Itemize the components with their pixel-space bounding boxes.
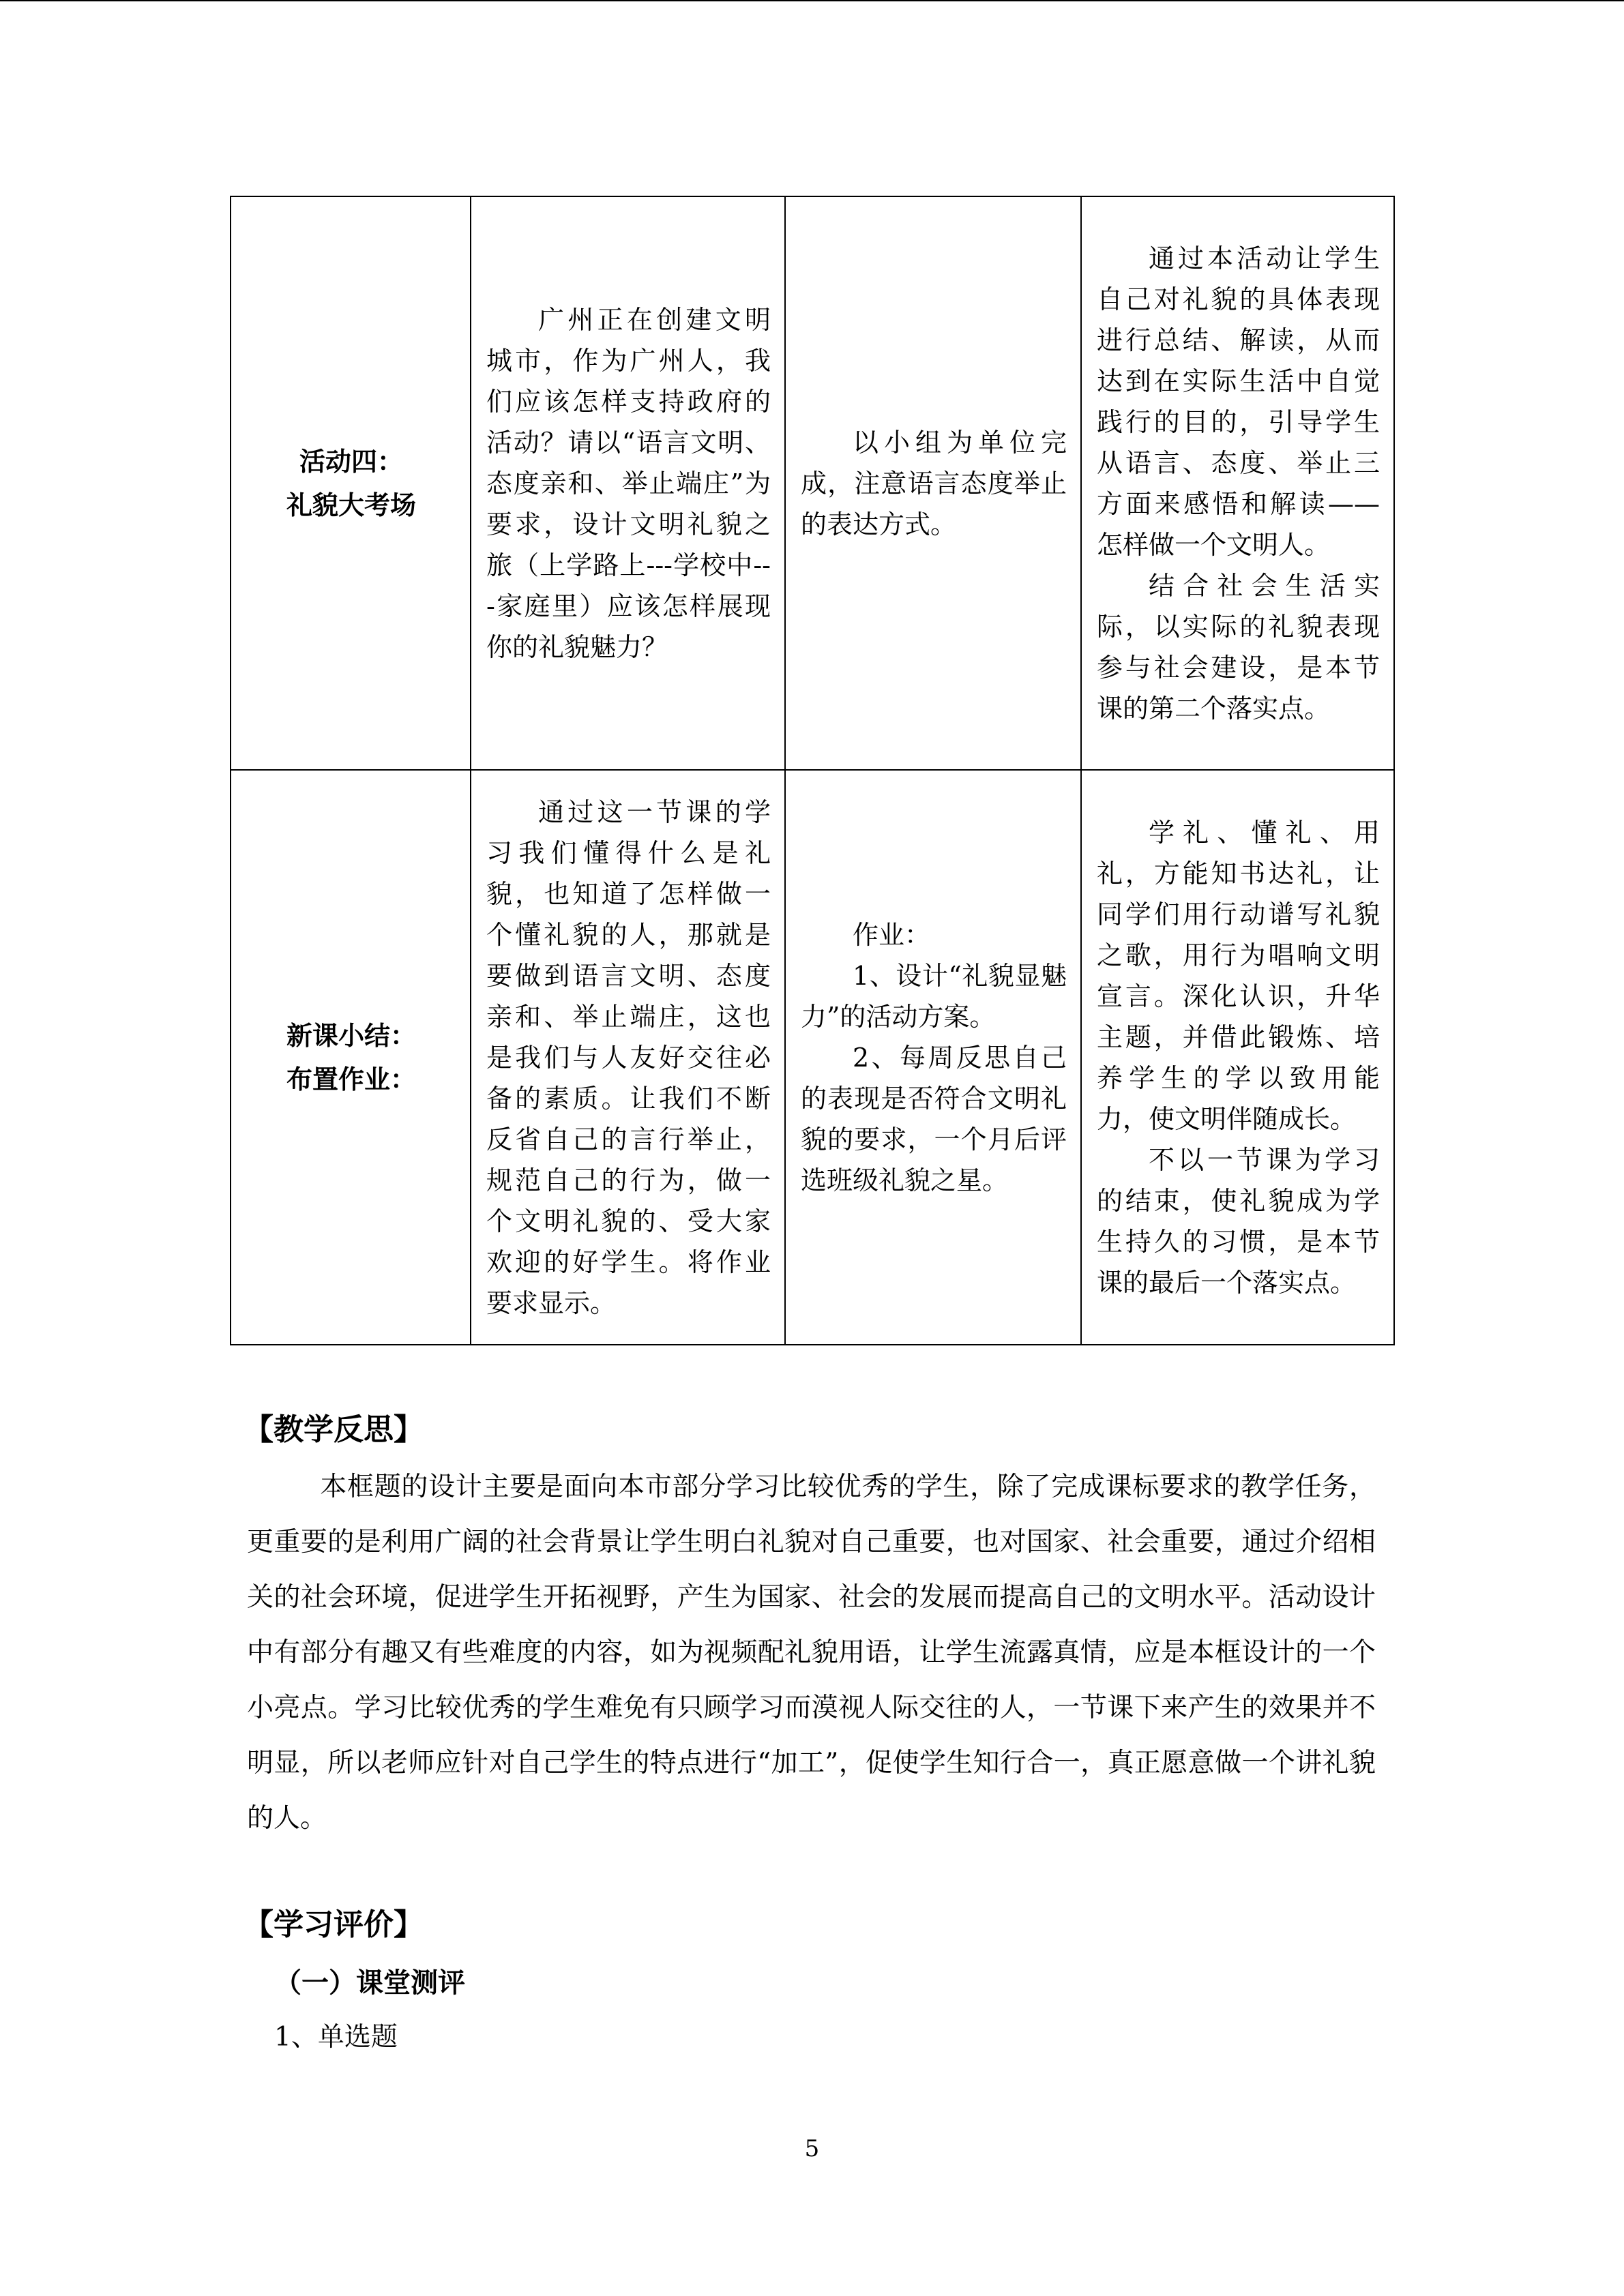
page-number: 5 [804, 2135, 820, 2162]
row-label-line: 新课小结： [286, 1020, 416, 1051]
reflection-paragraph: 本框题的设计主要是面向本市部分学习比较优秀的学生，除了完成课标要求的教学任务，更重要的是利用广阔的社会背景让学生明白礼貌对自己重要，也对国家、社会重要，通过介绍相关的社会环境，促进学生开拓视野，产生为国家、社会的发展而提高自己的文明水平。活动设计中有部分有趣又有些难度的内容，如为视频配礼貌用语，让学生流露真情，应是本框设计的一个小亮点。学习比较优秀的学生难免有只顾学习而漠视人际交往的人，一节课下来产生的效果并不明显，所以老师应针对自己学生的特点进行“加工”，促使学生知行合一，真正愿意做一个讲礼貌的人。 [247, 1472, 1376, 1834]
design-intent-paragraph: 不以一节课为学习的结束，使礼貌成为学生持久的习惯，是本节课的最后一个落实点。 [1097, 1144, 1380, 1298]
table-row-activity-four [231, 196, 1394, 770]
content-cell [471, 770, 785, 1345]
evaluation-subheading: （一）课堂测评 [274, 1967, 465, 1999]
row-label-line: 活动四： [299, 446, 403, 477]
row-label-cell [231, 196, 471, 770]
design-intent-paragraph: 通过本活动让学生自己对礼貌的具体表现进行总结、解读，从而达到在实际生活中自觉践行的目的，引导学生从语言、态度、举止三方面来感悟和解读——怎样做一个文明人。 [1097, 243, 1380, 560]
row-label-line: 布置作业： [286, 1064, 416, 1094]
design-intent-cell [1081, 196, 1394, 770]
table-row-summary-homework [231, 770, 1394, 1345]
student-activity-paragraph: 以小组为单位完成，注意语言态度举止的表达方式。 [801, 427, 1067, 539]
content-cell [471, 196, 785, 770]
top-border-line [0, 0, 1624, 1]
content-paragraph: 通过这一节课的学习我们懂得什么是礼貌，也知道了怎样做一个懂礼貌的人，那就是要做到语言文明、态度亲和、举止端庄，这也是我们与人友好交往必备的素质。让我们不断反省自己的言行举止，规范自己的行为，做一个文明礼貌的、受大家欢迎的好学生。将作业要求显示。 [486, 796, 771, 1318]
student-activity-cell [785, 770, 1081, 1345]
student-activity-paragraph: 1、设计“礼貌显魅力”的活动方案。 [801, 960, 1067, 1032]
content-paragraph: 广州正在创建文明城市，作为广州人，我们应该怎样支持政府的活动？请以“语言文明、态度亲和、举止端庄”为要求，设计文明礼貌之旅（上学路上---学校中---家庭里）应该怎样展现你的礼貌魅力？ [486, 304, 771, 662]
student-activity-paragraph: 作业： [853, 919, 931, 950]
row-label-cell [231, 770, 471, 1345]
design-intent-paragraph: 结合社会生活实际，以实际的礼貌表现参与社会建设，是本节课的第二个落实点。 [1097, 570, 1380, 724]
question-type-label: 1、单选题 [274, 2022, 398, 2053]
reflection-heading: 【教学反思】 [243, 1412, 424, 1447]
student-activity-paragraph: 2、每周反思自己的表现是否符合文明礼貌的要求，一个月后评选班级礼貌之星。 [801, 1042, 1067, 1195]
lesson-plan-table [230, 196, 1395, 1345]
design-intent-cell [1081, 770, 1394, 1345]
student-activity-cell [785, 196, 1081, 770]
design-intent-paragraph: 学礼、懂礼、用礼，方能知书达礼，让同学们用行动谱写礼貌之歌，用行为唱响文明宣言。深化认识，升华主题，并借此锻炼、培养学生的学以致用能力，使文明伴随成长。 [1097, 817, 1380, 1134]
row-label-line: 礼貌大考场 [286, 490, 416, 520]
evaluation-heading: 【学习评价】 [243, 1907, 424, 1942]
